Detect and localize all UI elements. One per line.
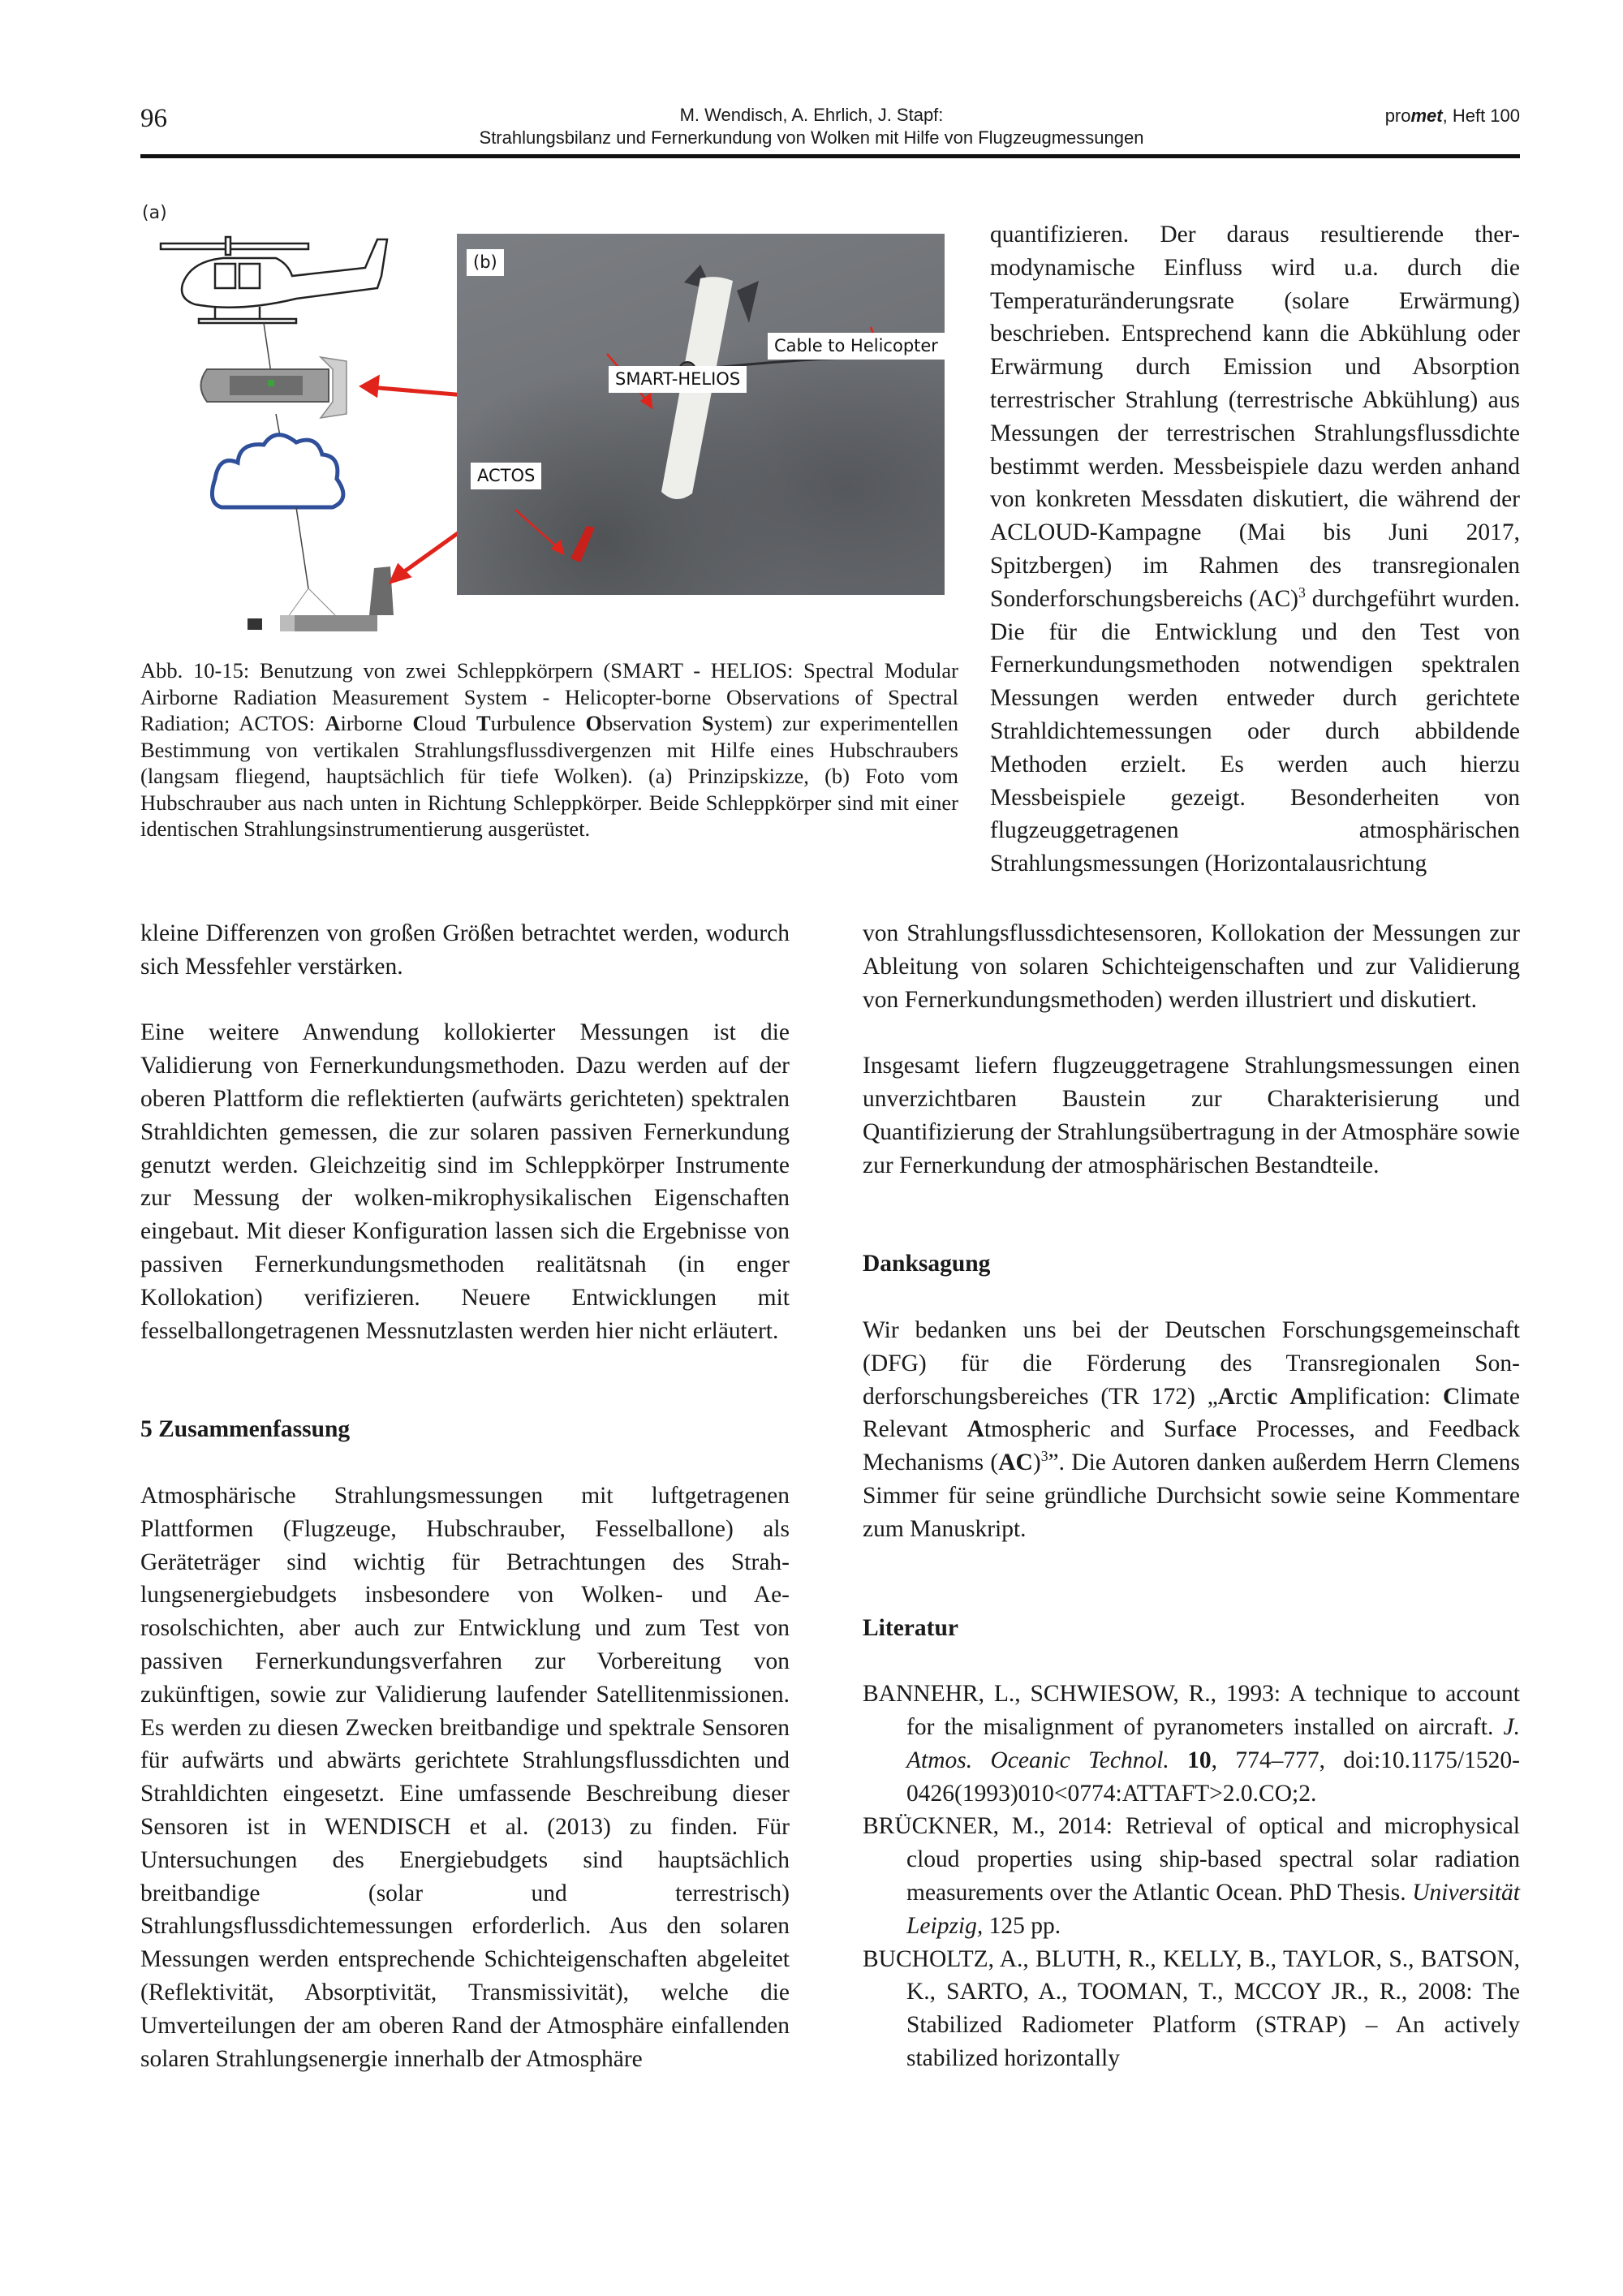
section-heading: 5 Zusammenfassung xyxy=(140,1416,351,1443)
reference-text: BRÜCKNER, M., 2014: Retrieval of optical and microphysical cloud properties using ship-based spectral solar radiation measurements over the Atlantic Ocean. PhD Thesis. xyxy=(863,1813,1520,1906)
reference-text: BUCHOLTZ, A., BLUTH, R., KELLY, B., TAYLOR, S., BATSON, K., SARTO, A., TOOMAN, T., MCCOY JR., R., 2008: The Stabilized Radiometer Platform (STRAP) – An actively stabilized horizontally xyxy=(863,1945,1520,2071)
paragraph: kleine Differenzen von großen Größen betrachtet werden, wodurch sich Messfehler verstärken. xyxy=(140,920,790,980)
reference-text: BANNEHR, L., SCHWIESOW, R., 1993: A technique to account for the misalignment of pyranometers installed on aircraft. xyxy=(863,1681,1520,1740)
reference-text: , 774–777, doi:10.1175/1520-0426(1993)010<0774:ATTAFT>2.0.CO;2. xyxy=(906,1747,1520,1807)
ack-bold: A xyxy=(1217,1383,1236,1410)
paragraph: Eine weitere Anwendung kollokierter Messungen ist die Validierung von Fernerkundungsmethoden. Dazu werden auf der oberen Plattform die reflektierten (aufwärts gerichteten) spektralen Strahldichten gemessen, die zur solaren passiven Fernerkundung genutzt werden. Gleichzeitig sind im Schleppkörper Instrumente zur Messung der wolken-mikrophysikalischen Eigenschaften eingebaut. Mit dieser Konfiguration lassen sich die Ergebnisse von passiven Fernerkundungsmethoden realitätsnah (in enger Kollokation) verifizieren. Neuere Entwicklungen mit fesselballongetragenen Messnutzlasten werden hier nicht erläutert. xyxy=(140,1019,790,1344)
caption-bold: A xyxy=(325,711,341,735)
ack-bold: c xyxy=(1215,1416,1227,1443)
paragraph: Atmosphärische Strahlungsmessungen mit luftgetragenen Plattformen (Flugzeuge, Hubschrauber, Fesselballone) als Geräteträger sind wichtig für Betrachtungen des Strahlungsenergiebudgets insbesondere von Wolken- und Aerosolschichten, aber auch zur Entwicklung und zum Test von passiven Fernerkundungsverfahren zur Vorbereitung von zukünftigen, sowie zur Validierung laufender Satellitenmissionen. Es werden zu diesen Zwecken breitbandige und spektrale Sensoren für aufwärts und abwärts gerichtete Strahlungsflussdichten und Strahldichten eingesetzt. Eine umfassende Beschreibung dieser Sensoren ist in WENDISCH et al. (2013) zu finden. Für Untersuchungen des Energiebudgets sind hauptsächlich breitbandige (solar und terrestrisch) Strahlungsflussdichtemessungen erforderlich. Aus den solaren Messungen werden entsprechende Schichteigenschaften abgeleitet (Reflektivität, Absorptivität, Transmissivität), welche die Umverteilungen der am oberen Rand der Atmosphäre einfallenden solaren Strahlungsenergie innerhalb der Atmosphäre xyxy=(140,1482,790,2072)
reference-item xyxy=(863,1943,1520,2075)
right-column-lower xyxy=(863,917,1520,2075)
acknowledgements-heading: Danksagung xyxy=(863,1251,991,1277)
ack-text: tmospheric and Surfa xyxy=(984,1416,1216,1443)
reference-text: 125 pp. xyxy=(983,1912,1061,1939)
caption-text: ystem) xyxy=(713,711,773,735)
ack-text xyxy=(1278,1384,1290,1410)
paragraph xyxy=(990,218,1520,881)
actos-label: ACTOS xyxy=(471,463,541,489)
caption-text: Abb. 10-15: Benutzung von zwei Schleppkörpern (SMART - HELIOS: Spectral Modular Airborne Radiation Measurement System - Helicopter-borne Observations of Spectral Radiation; ACTOS: xyxy=(140,658,958,735)
superscript: 3 xyxy=(1040,1448,1048,1465)
paragraph-text: quantifizieren. Der daraus resultierende thermodynamische Einfluss wird u.a. durch die Temperaturänderungsrate (solare Erwärmung) beschrieben. Entsprechend kann die Abkühlung oder Erwärmung durch Emission und Absorption terrestrischer Strahlung (terrestrische Abkühlung) aus Messungen der terrestrischen Strahlungsflussdichte bestimmt werden. Messbeispiele dazu werden anhand von konkreten Messdaten diskutiert, die während der ACLOUD-Kampagne (Mai bis Juni 2017, Spitzbergen) im Rahmen des transregionalen Sonderforschungsbereichs (AC) xyxy=(990,222,1520,612)
reference-item xyxy=(863,1810,1520,1942)
right-column-upper xyxy=(990,218,1520,881)
reference-journal: Universität Leipzig, xyxy=(906,1879,1520,1939)
ack-bold: AC xyxy=(998,1450,1033,1476)
smart-helios-towed-body-icon xyxy=(201,357,347,418)
paragraph: Insgesamt liefern flugzeuggetragene Strahlungsmessungen einen unverzichtbaren Baustein zur Charakterisierung und Quantifizierung der Strahlungsübertragung in der Atmosphäre sowie zur Fernerkundung der atmosphärischen Bestandteile. xyxy=(863,1053,1520,1178)
reference-volume: 10 xyxy=(1187,1747,1212,1773)
ack-text: Wir bedanken uns bei der Deutschen Forschungsgemeinschaft (DFG) für die Förderung des Transregionalen Sonderforschungsbereiches (TR 172) „ xyxy=(863,1316,1520,1410)
caption-bold: C xyxy=(412,711,428,735)
figure-photo-b xyxy=(457,234,945,595)
ack-text: mplification: xyxy=(1307,1383,1443,1410)
page-number: 96 xyxy=(140,104,167,133)
running-head xyxy=(325,104,1298,149)
figure-panel-b-label: (b) xyxy=(467,249,504,276)
ack-text: rcti xyxy=(1235,1383,1268,1410)
header-rule xyxy=(140,154,1520,158)
journal-issue xyxy=(1385,106,1520,127)
reference-journal: J. Atmos. Oceanic Technol. xyxy=(906,1713,1520,1773)
running-head-title: Strahlungsbilanz und Fernerkundung von Wolken mit Hilfe von Flugzeugmessungen xyxy=(479,127,1144,148)
cloud-icon xyxy=(212,435,342,507)
journal-issue-number: , Heft 100 xyxy=(1442,106,1520,126)
ack-text: ”. Die Autoren danken außerdem Herrn Clemens Simmer für seine gründliche Durchsicht sowie seine Kommentare zum Manuskript. xyxy=(863,1450,1520,1542)
ack-bold: C xyxy=(1442,1383,1461,1410)
journal-name-prefix: pro xyxy=(1384,106,1411,126)
paragraph-text: durchgeführt wurden. Die für die Entwicklung und den Test von Fernerkundungsmethoden notwendigen spektralen Messungen werden entweder durch gerichtete Strahldichtemessungen oder durch abbildende Methoden erzielt. Es werden auch hierzu Messbeispiele gezeigt. Besonderheiten von flugzeuggetragenen atmosphärischen Strahlungsmessungen (Horizontalausrichtung xyxy=(990,585,1521,877)
actos-towed-body-icon xyxy=(248,566,394,631)
caption-text: irborne xyxy=(340,711,413,735)
acknowledgements-text xyxy=(863,1314,1520,1546)
ack-bold: c xyxy=(1267,1383,1278,1410)
caption-text: urbulence xyxy=(490,711,586,735)
ack-text: ) xyxy=(1032,1450,1041,1476)
superscript: 3 xyxy=(1298,584,1306,601)
caption-text: bservation xyxy=(602,711,702,735)
running-head-authors: M. Wendisch, A. Ehrlich, J. Stapf: xyxy=(679,105,944,125)
photo-scene xyxy=(457,234,945,595)
actos-photo-body xyxy=(570,526,595,562)
cable-label: Cable to Helicopter xyxy=(768,333,945,360)
caption-text: zur experimentellen Bestimmung von vertikalen Strahlungsflussdivergenzen mit Hilfe eines Hubschraubers (langsam fliegend, hauptsächlich für tiefe Wolken). (a) Prinzipskizze, (b) Foto vom Hubschrauber aus nach unten in Richtung Schleppkörper. Beide Schleppkörper sind mit einer identischen Strahlungsinstrumentierung ausgerüstet. xyxy=(140,711,958,841)
figure-schematic-a xyxy=(134,227,475,633)
figure-panel-a-label: (a) xyxy=(142,203,167,223)
reference-item xyxy=(863,1678,1520,1810)
paragraph: von Strahlungsflussdichtesensoren, Kollokation der Messungen zur Ableitung von solaren Schichteigenschaften und zur Validierung von Fernerkundungsmethoden) werden illustriert und diskutiert. xyxy=(863,920,1520,1013)
ack-text: e Processes, and Feedback Mechanisms ( xyxy=(863,1416,1520,1476)
figure-caption xyxy=(140,657,958,842)
smart-helios-label: SMART-HELIOS xyxy=(609,366,747,393)
caption-bold: O xyxy=(585,711,603,735)
references-heading: Literatur xyxy=(863,1614,958,1641)
caption-bold: S xyxy=(701,711,714,735)
left-column xyxy=(140,917,790,2075)
ack-bold: A xyxy=(966,1416,984,1443)
ack-bold: A xyxy=(1289,1383,1307,1410)
journal-name-bold: met xyxy=(1410,106,1443,126)
ack-text: limate Relevant xyxy=(863,1383,1521,1443)
caption-bold: T xyxy=(476,711,491,735)
helicopter-icon xyxy=(161,237,387,323)
caption-text: loud xyxy=(428,711,477,735)
